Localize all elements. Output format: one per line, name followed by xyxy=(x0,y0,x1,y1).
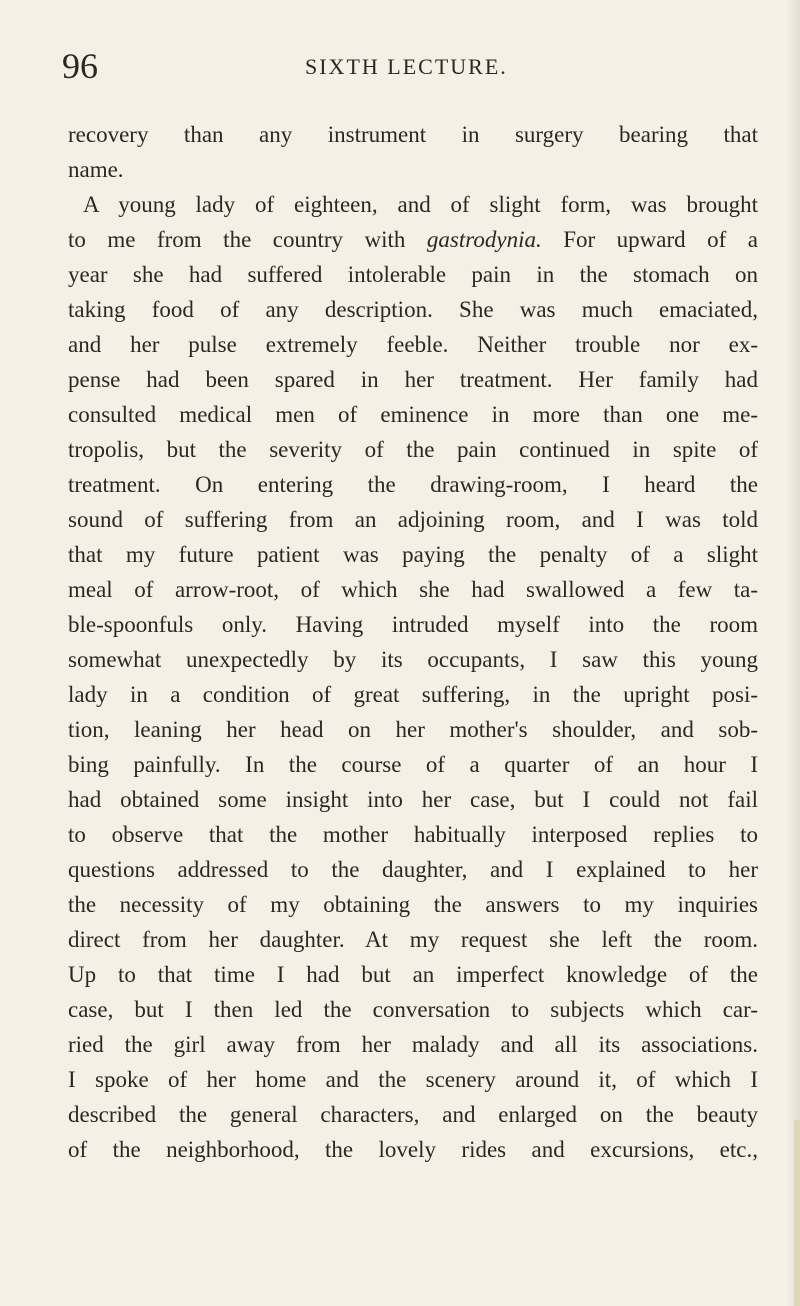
text-segment: For upward of a xyxy=(563,227,758,252)
text-line: and her pulse extremely feeble. Neither trouble nor ex- xyxy=(68,332,758,357)
text-line: I spoke of her home and the scenery around it, of which I xyxy=(68,1067,758,1092)
text-line: somewhat unexpectedly by its occupants, I saw this young xyxy=(68,647,758,672)
text-line: consulted medical men of eminence in more than one me- xyxy=(68,402,758,427)
page-number: 96 xyxy=(62,46,98,86)
text-line: pense had been spared in her treatment. Her family had xyxy=(68,367,758,392)
text-line: meal of arrow-root, of which she had swallowed a few ta- xyxy=(68,577,758,602)
text-line: case, but I then led the conversation to subjects which car- xyxy=(68,997,758,1022)
text-line: A young lady of eighteen, and of slight form, was brought xyxy=(83,192,758,217)
text-line: recovery than any instrument in surgery bearing that xyxy=(68,122,758,147)
page-edge-shadow xyxy=(786,0,800,1306)
text-line: that my future patient was paying the penalty of a slight xyxy=(68,542,758,567)
text-line: described the general characters, and enlarged on the beauty xyxy=(68,1102,758,1127)
text-line: ried the girl away from her malady and all its associations. xyxy=(68,1032,758,1057)
body-text xyxy=(68,117,758,1167)
text-line: taking food of any description. She was much emaciated, xyxy=(68,297,758,322)
text-line: sound of suffering from an adjoining room, and I was told xyxy=(68,507,758,532)
text-line: of the neighborhood, the lovely rides and excursions, etc., xyxy=(68,1137,758,1162)
italic-term: gastrodynia. xyxy=(426,227,542,252)
page-header xyxy=(60,46,770,86)
running-head: SIXTH LECTURE. xyxy=(305,54,508,79)
page-edge-stain xyxy=(794,1120,800,1306)
text-line: had obtained some insight into her case, but I could not fail xyxy=(68,787,758,812)
text-line: tropolis, but the severity of the pain continued in spite of xyxy=(68,437,758,462)
text-line: lady in a condition of great suffering, in the upright posi- xyxy=(68,682,758,707)
text-line: Up to that time I had but an imperfect knowledge of the xyxy=(68,962,758,987)
text-line: questions addressed to the daughter, and I explained to her xyxy=(68,857,758,882)
text-line: to observe that the mother habitually interposed replies to xyxy=(68,822,758,847)
text-line: treatment. On entering the drawing-room, I heard the xyxy=(68,472,758,497)
text-line: direct from her daughter. At my request she left the room. xyxy=(68,927,758,952)
text-line: year she had suffered intolerable pain in the stomach on xyxy=(68,262,758,287)
text-line xyxy=(68,222,758,257)
text-line: bing painfully. In the course of a quarter of an hour I xyxy=(68,752,758,777)
text-line: tion, leaning her head on her mother's shoulder, and sob- xyxy=(68,717,758,742)
text-line: ble-spoonfuls only. Having intruded myself into the room xyxy=(68,612,758,637)
text-line: name. xyxy=(68,157,124,182)
text-line: the necessity of my obtaining the answers to my inquiries xyxy=(68,892,758,917)
text-segment: to me from the country with xyxy=(68,227,406,252)
